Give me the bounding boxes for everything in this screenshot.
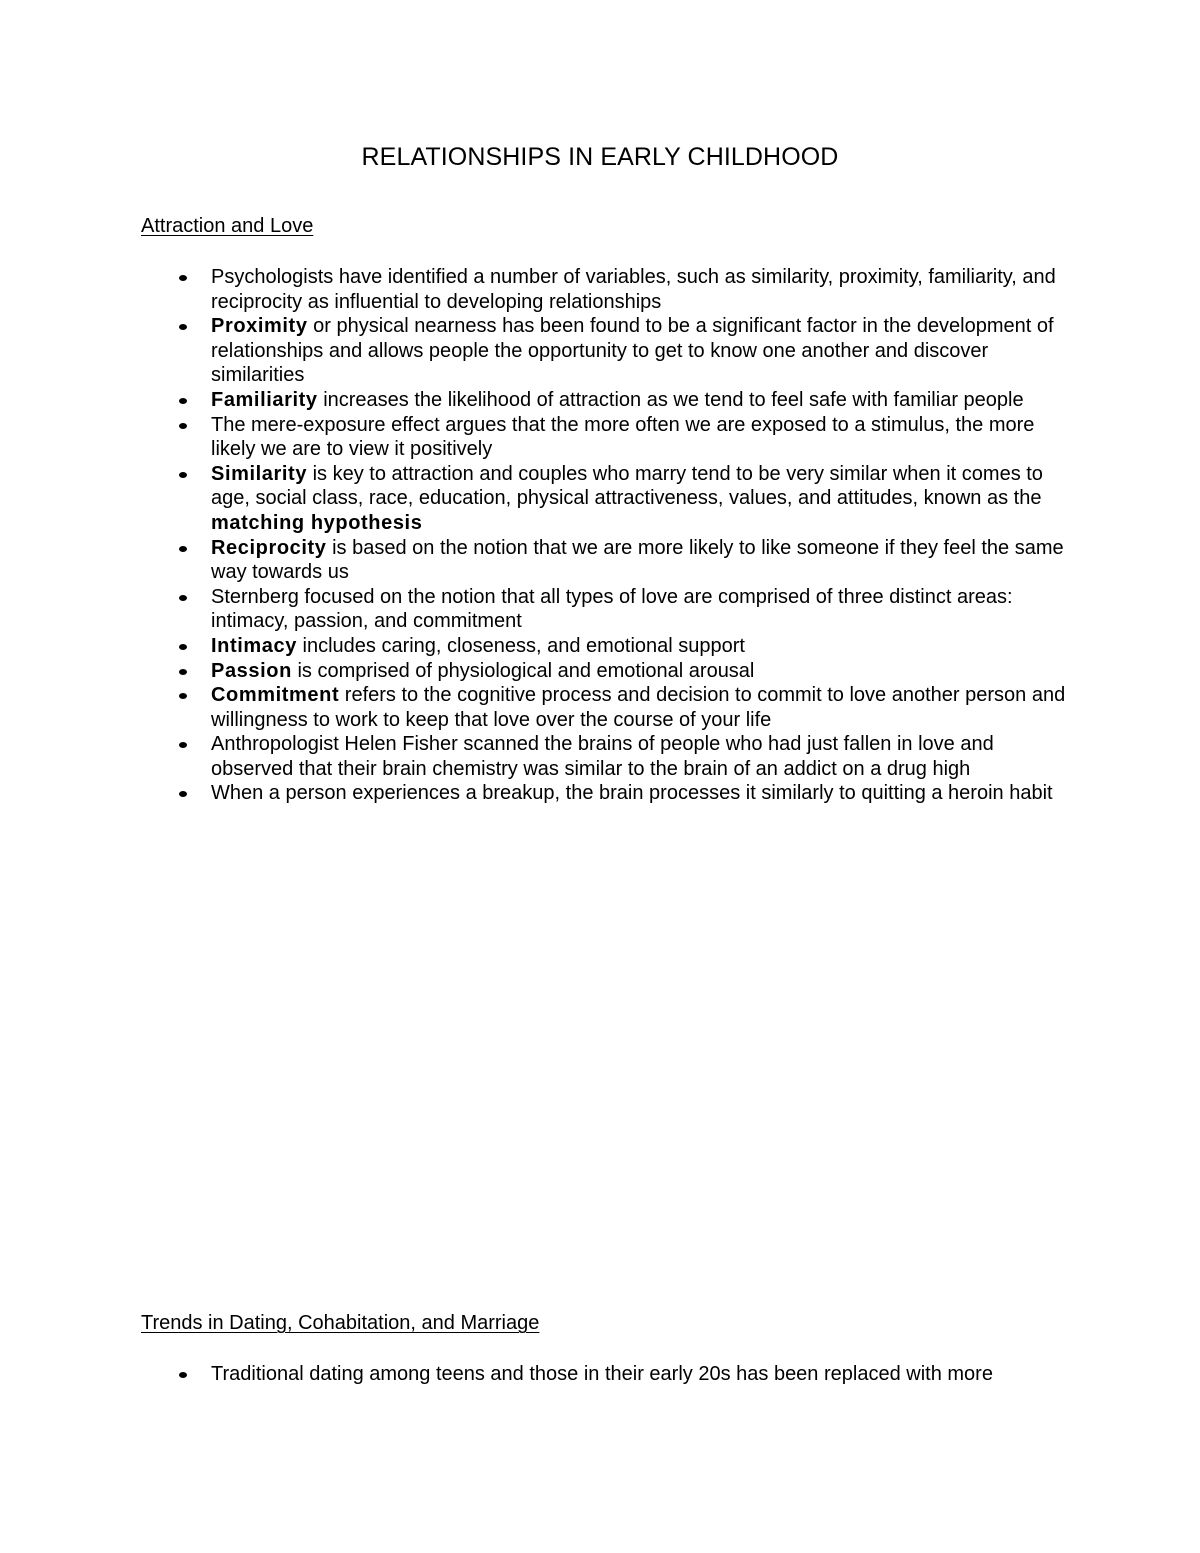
list-item (0, 585, 1200, 634)
bullet-term: Proximity (211, 315, 308, 338)
bullet-icon (179, 742, 187, 748)
bullet-body: Anthropologist Helen Fisher scanned the brains of people who had just fallen in love and observed that their brain chemistry was similar to the brain of an addict on a drug high (211, 733, 994, 780)
bullet-body: refers to the cognitive process and decision to commit to love another person and willingness to work to keep that love over the course of your life (211, 684, 1066, 731)
list-item (0, 781, 1200, 806)
bullet-icon (179, 595, 187, 601)
bullet-text (211, 684, 1065, 731)
list-item (0, 683, 1200, 732)
bullet-term: Similarity (211, 462, 308, 485)
bullet-term: Intimacy (211, 634, 297, 657)
list-item (0, 1362, 1200, 1387)
bullet-term: Familiarity (211, 388, 318, 411)
bullet-icon (179, 791, 187, 797)
list-item (0, 659, 1200, 684)
bullet-text (211, 315, 1054, 386)
document-title: RELATIONSHIPS IN EARLY CHILDHOOD (361, 143, 839, 171)
list-item (0, 634, 1200, 659)
bullet-icon (179, 472, 187, 478)
bullet-body: is comprised of physiological and emotional arousal (291, 659, 755, 682)
bullet-body: or physical nearness has been found to be a significant factor in the development of relationships and allows people the opportunity to get to know one another and discover similarities (211, 315, 1054, 387)
bullet-icon (179, 669, 187, 675)
bullet-text (211, 586, 1013, 633)
section-heading-trends: Trends in Dating, Cohabitation, and Marriage (141, 1312, 540, 1334)
bullet-text (211, 635, 745, 657)
list-item (0, 732, 1200, 781)
bullet-list-trends (0, 1362, 1200, 1387)
bullet-text (211, 463, 1043, 534)
bullet-icon (179, 693, 187, 699)
list-item (0, 413, 1200, 462)
bullet-list-attraction-and-love (0, 265, 1200, 806)
bullet-icon (179, 398, 187, 404)
bullet-icon (179, 1372, 187, 1378)
bullet-text (211, 537, 1064, 584)
bullet-body: is based on the notion that we are more likely to like someone if they feel the same way towards us (211, 536, 1064, 584)
bullet-body: Traditional dating among teens and those in their early 20s has been replaced with more (211, 1363, 993, 1385)
list-item (0, 536, 1200, 585)
bullet-text (211, 266, 1056, 313)
bullet-text (211, 660, 754, 682)
bullet-body: includes caring, closeness, and emotional support (296, 634, 745, 657)
bullet-icon (179, 423, 187, 429)
bullet-icon (179, 324, 187, 330)
bullet-body: is key to attraction and couples who marry tend to be very similar when it comes to age, social class, race, education, physical attractiveness, values, and attitudes, known as the (211, 462, 1043, 510)
bullet-body: The mere-exposure effect argues that the more often we are exposed to a stimulus, the more likely we are to view it positively (211, 413, 1035, 461)
section-heading-attraction-and-love: Attraction and Love (141, 215, 314, 237)
bullet-term-matching-hypothesis: matching hypothesis (211, 511, 423, 534)
bullet-text (211, 733, 994, 780)
bullet-body: Psychologists have identified a number of variables, such as similarity, proximity, familiarity, and reciprocity as influential to developing relationships (211, 266, 1056, 313)
bullet-icon (179, 546, 187, 552)
bullet-body: Sternberg focused on the notion that all types of love are comprised of three distinct areas: intimacy, passion, and commitment (211, 585, 1013, 633)
bullet-icon (179, 275, 187, 281)
bullet-text (211, 414, 1034, 461)
bullet-body: When a person experiences a breakup, the brain processes it similarly to quitting a heroin habit (211, 782, 1053, 805)
list-item (0, 462, 1200, 536)
bullet-term: Passion (211, 659, 292, 682)
bullet-term: Reciprocity (211, 536, 327, 559)
bullet-text (211, 1363, 993, 1385)
bullet-text (211, 782, 1053, 804)
list-item (0, 314, 1200, 388)
bullet-icon (179, 644, 187, 650)
list-item (0, 388, 1200, 413)
bullet-term: Commitment (211, 684, 340, 707)
bullet-body: increases the likelihood of attraction as we tend to feel safe with familiar people (317, 388, 1024, 411)
list-item (0, 265, 1200, 314)
bullet-text (211, 389, 1024, 411)
